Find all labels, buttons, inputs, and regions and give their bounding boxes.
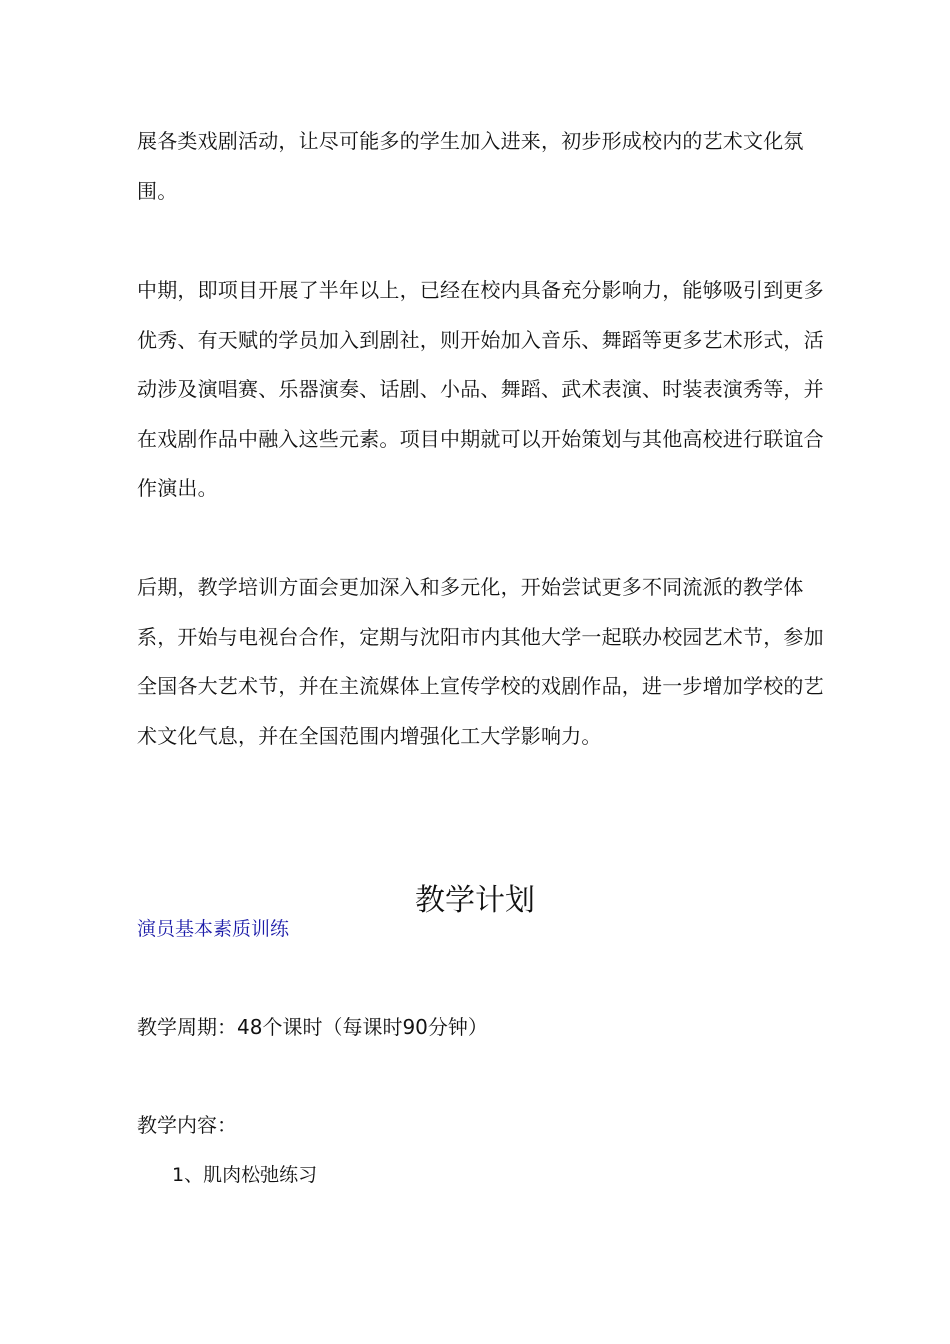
section-title: 教学计划 [415, 883, 535, 918]
teaching-period: 教学周期：48个课时（每课时90分钟） [137, 1015, 488, 1039]
teaching-content-label: 教学内容： [137, 1113, 237, 1137]
paragraph-mid-stage: 中期，即项目开展了半年以上，已经在校内具备充分影响力，能够吸引到更多优秀、有天赋的学员加入到剧社，则开始加入音乐、舞蹈等更多艺术形式，活动涉及演唱赛、乐器演奏、话剧、小品、舞蹈、武术表演、时装表演秀等，并在戏剧作品中融入这些元素。项目中期就可以开始策划与其他高校进行联谊合作演出。 [137, 278, 824, 500]
paragraph-early-stage: 展各类戏剧活动，让尽可能多的学生加入进来，初步形成校内的艺术文化氛围。 [137, 129, 804, 203]
list-item: 1、肌肉松弛练习 [172, 1164, 318, 1186]
paragraph-late-stage: 后期，教学培训方面会更加深入和多元化，开始尝试更多不同流派的教学体系，开始与电视台合作，定期与沈阳市内其他大学一起联办校园艺术节，参加全国各大艺术节，并在主流媒体上宣传学校的戏剧作品，进一步增加学校的艺术文化气息，并在全国范围内增强化工大学影响力。 [137, 575, 824, 748]
section-subtitle: 演员基本素质训练 [137, 918, 290, 940]
